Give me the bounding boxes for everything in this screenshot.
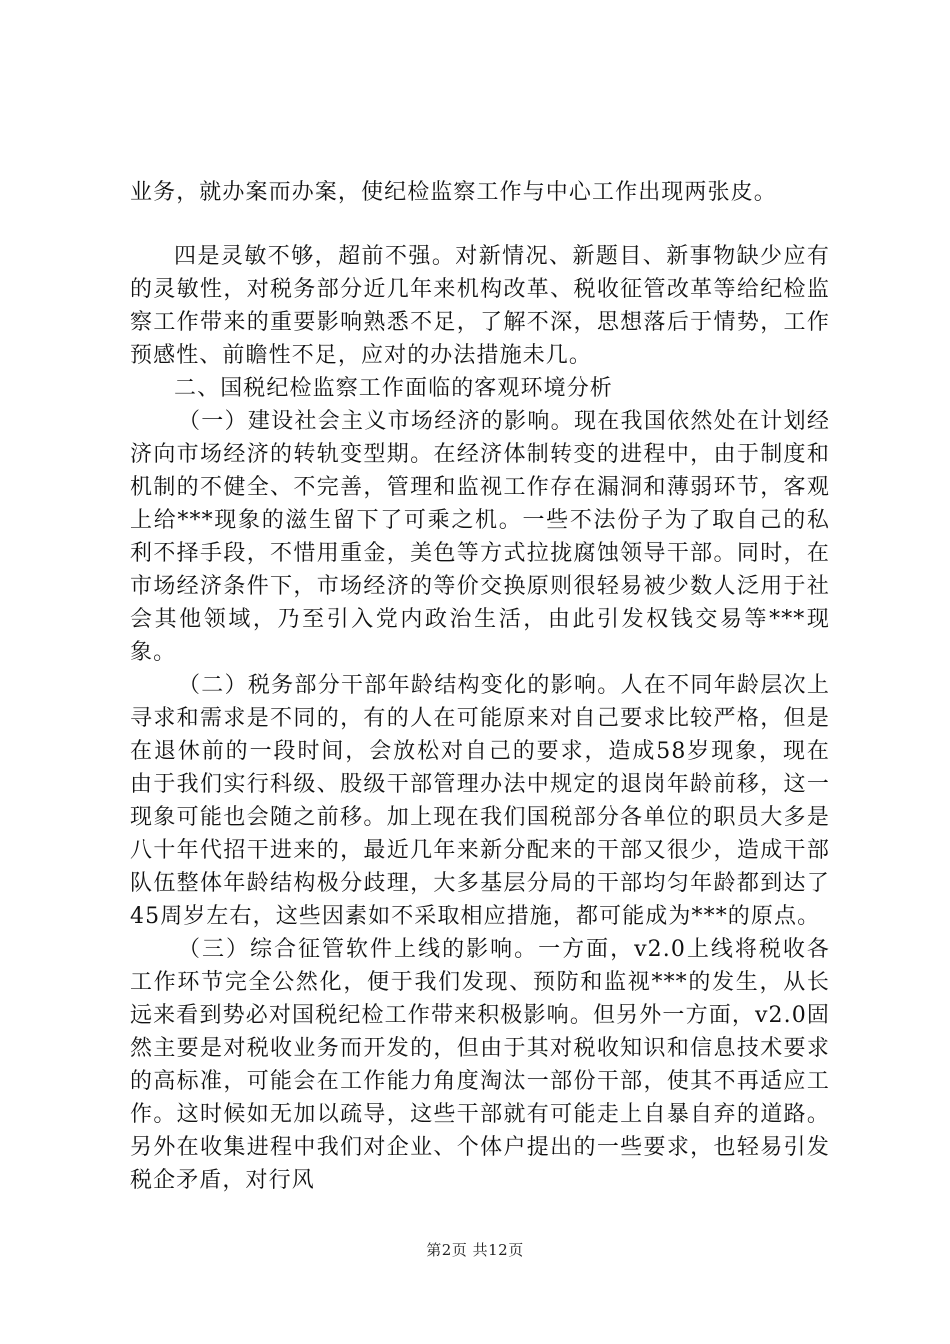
paragraph-item-one: （一）建设社会主义市场经济的影响。现在我国依然处在计划经济向市场经济的转轨变型期。在经济体制转变的进程中，由于制度和机制的不健全、不完善，管理和监视工作存在漏洞和薄弱环节，客观上给***现象的滋生留下了可乘之机。一些不法份子为了取自己的私利不择手段，不惜用重金，美色等方式拉拢腐蚀领导干部。同时，在市场经济条件下，市场经济的等价交换原则很轻易被少数人泛用于社会其他领域，乃至引入党内政治生活，由此引发权钱交易等***现象。 bbox=[130, 409, 830, 665]
continued-paragraph bbox=[130, 176, 830, 209]
paragraph-continuation: 业务，就办案而办案，使纪检监察工作与中心工作出现两张皮。 bbox=[130, 180, 777, 205]
paragraph-item-two: （二）税务部分干部年龄结构变化的影响。人在不同年龄层次上寻求和需求是不同的，有的人在可能原来对自己要求比较严格，但是在退休前的一段时间，会放松对自己的要求，造成58岁现象，现在由于我们实行科级、股级干部管理办法中规定的退岗年龄前移，这一现象可能也会随之前移。加上现在我们国税部分各单位的职员大多是八十年代招干进来的，最近几年来新分配来的干部又很少，造成干部队伍整体年龄结构极分歧理，大多基层分局的干部均匀年龄都到达了45周岁左右，这些因素如不采取相应措施，都可能成为***的原点。 bbox=[130, 673, 830, 929]
body-paragraphs bbox=[130, 240, 830, 1197]
paragraph-item-three: （三）综合征管软件上线的影响。一方面，v2.0上线将税收各工作环节完全公然化，便于我们发现、预防和监视***的发生，从长远来看到势必对国税纪检工作带来积极影响。但另外一方面，v2.0固然主要是对税收业务而开发的，但由于其对税收知识和信息技术要求的高标准，可能会在工作能力角度淘汰一部份干部，使其不再适应工作。这时候如无加以疏导，这些干部就有可能走上自暴自弃的道路。另外在收集进程中我们对企业、个体户提出的一些要求，也轻易引发税企矛盾，对行风 bbox=[130, 937, 830, 1193]
page-number-footer: 第2页 共12页 bbox=[426, 1241, 524, 1259]
paragraph-point-four: 四是灵敏不够，超前不强。对新情况、新题目、新事物缺少应有的灵敏性，对税务部分近几年来机构改革、税收征管改革等给纪检监察工作带来的重要影响熟悉不足，了解不深，思想落后于情势，工作预感性、前瞻性不足，应对的办法措施未几。 bbox=[130, 244, 830, 368]
section-heading-two: 二、国税纪检监察工作面临的客观环境分析 bbox=[174, 376, 613, 401]
